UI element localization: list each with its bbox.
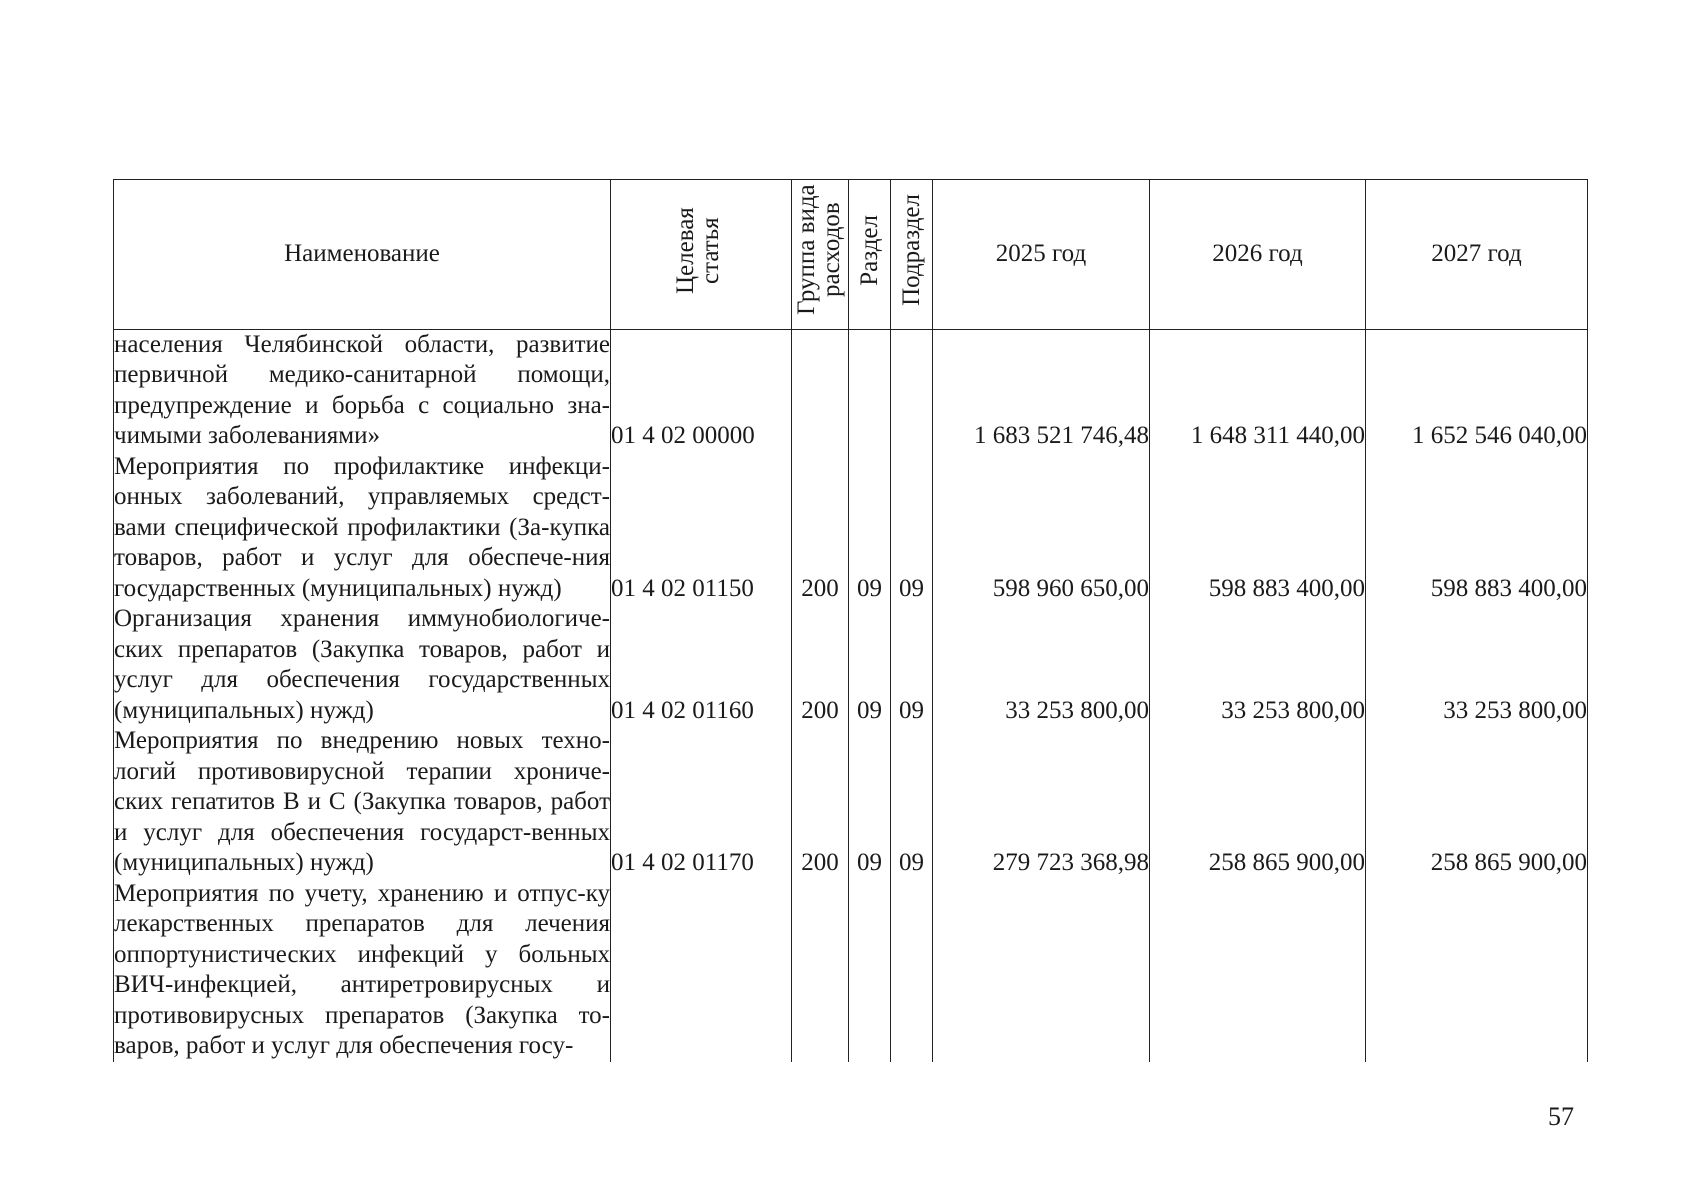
table-header [114,180,1588,330]
row-section: 09 [849,452,891,605]
table-row [114,452,1588,605]
row-code: 01 4 02 01160 [611,604,792,726]
row-name: Мероприятия по профилактике инфекци-онных заболеваний, управляемых средст-вами специфической профилактики (За-купка товаров, работ и услуг для обеспече-ния государственных (муниципальных) нужд) [114,452,611,605]
row-code: 01 4 02 01150 [611,452,792,605]
row-name: Организация хранения иммунобиологиче-ских препаратов (Закупка товаров, работ и услуг для обеспечения государственных (муниципальных) нужд) [114,604,611,726]
row-code: 01 4 02 00000 [611,329,792,452]
table-row [114,604,1588,726]
row-group: 200 [792,604,849,726]
header-name: Наименование [114,180,611,330]
row-section: 09 [849,604,891,726]
row-2025 [933,879,1150,1062]
row-2025: 1 683 521 746,48 [933,329,1150,452]
row-subsection [891,879,933,1062]
row-name: населения Челябинской области, развитие первичной медико-санитарной помощи, предупреждение и борьба с социально зна-чимыми заболеваниями» [114,329,611,452]
row-subsection [891,329,933,452]
header-group-label: Группа вида расходов [793,184,845,316]
header-subsection [891,180,933,330]
row-2027: 33 253 800,00 [1366,604,1588,726]
table-row [114,329,1588,452]
row-subsection: 09 [891,604,933,726]
row-2027: 598 883 400,00 [1366,452,1588,605]
budget-table [113,179,1588,1062]
table-row [114,726,1588,879]
row-section [849,879,891,1062]
header-target-label: Целевая статья [672,206,724,294]
row-group [792,879,849,1062]
row-2025: 33 253 800,00 [933,604,1150,726]
row-code [611,879,792,1062]
header-2027: 2027 год [1366,180,1588,330]
row-2026: 33 253 800,00 [1150,604,1366,726]
row-group: 200 [792,726,849,879]
header-section-label: Раздел [856,214,883,286]
header-2026: 2026 год [1150,180,1366,330]
row-section [849,329,891,452]
row-2026 [1150,879,1366,1062]
row-2027 [1366,879,1588,1062]
header-group [792,180,849,330]
row-2026: 598 883 400,00 [1150,452,1366,605]
row-2026: 1 648 311 440,00 [1150,329,1366,452]
row-2025: 598 960 650,00 [933,452,1150,605]
row-2025: 279 723 368,98 [933,726,1150,879]
row-section: 09 [849,726,891,879]
row-2027: 1 652 546 040,00 [1366,329,1588,452]
header-subsection-label: Подраздел [898,194,925,306]
header-2025: 2025 год [933,180,1150,330]
header-section [849,180,891,330]
row-2027: 258 865 900,00 [1366,726,1588,879]
row-code: 01 4 02 01170 [611,726,792,879]
row-name: Мероприятия по внедрению новых техно-логий противовирусной терапии хрониче-ских гепатитов В и С (Закупка товаров, работ и услуг для обеспечения государст-венных (муниципальных) нужд) [114,726,611,879]
row-subsection: 09 [891,726,933,879]
row-2026: 258 865 900,00 [1150,726,1366,879]
page-number: 57 [1548,1102,1574,1131]
table-row [114,879,1588,1062]
row-group [792,329,849,452]
header-target [611,180,792,330]
row-subsection: 09 [891,452,933,605]
row-group: 200 [792,452,849,605]
table-body [114,329,1588,1062]
row-name: Мероприятия по учету, хранению и отпус-ку лекарственных препаратов для лечения оппортунистических инфекций у больных ВИЧ-инфекцией, антиретровирусных и противовирусных препаратов (Закупка то-варов, работ и услуг для обеспечения госу- [114,879,611,1062]
